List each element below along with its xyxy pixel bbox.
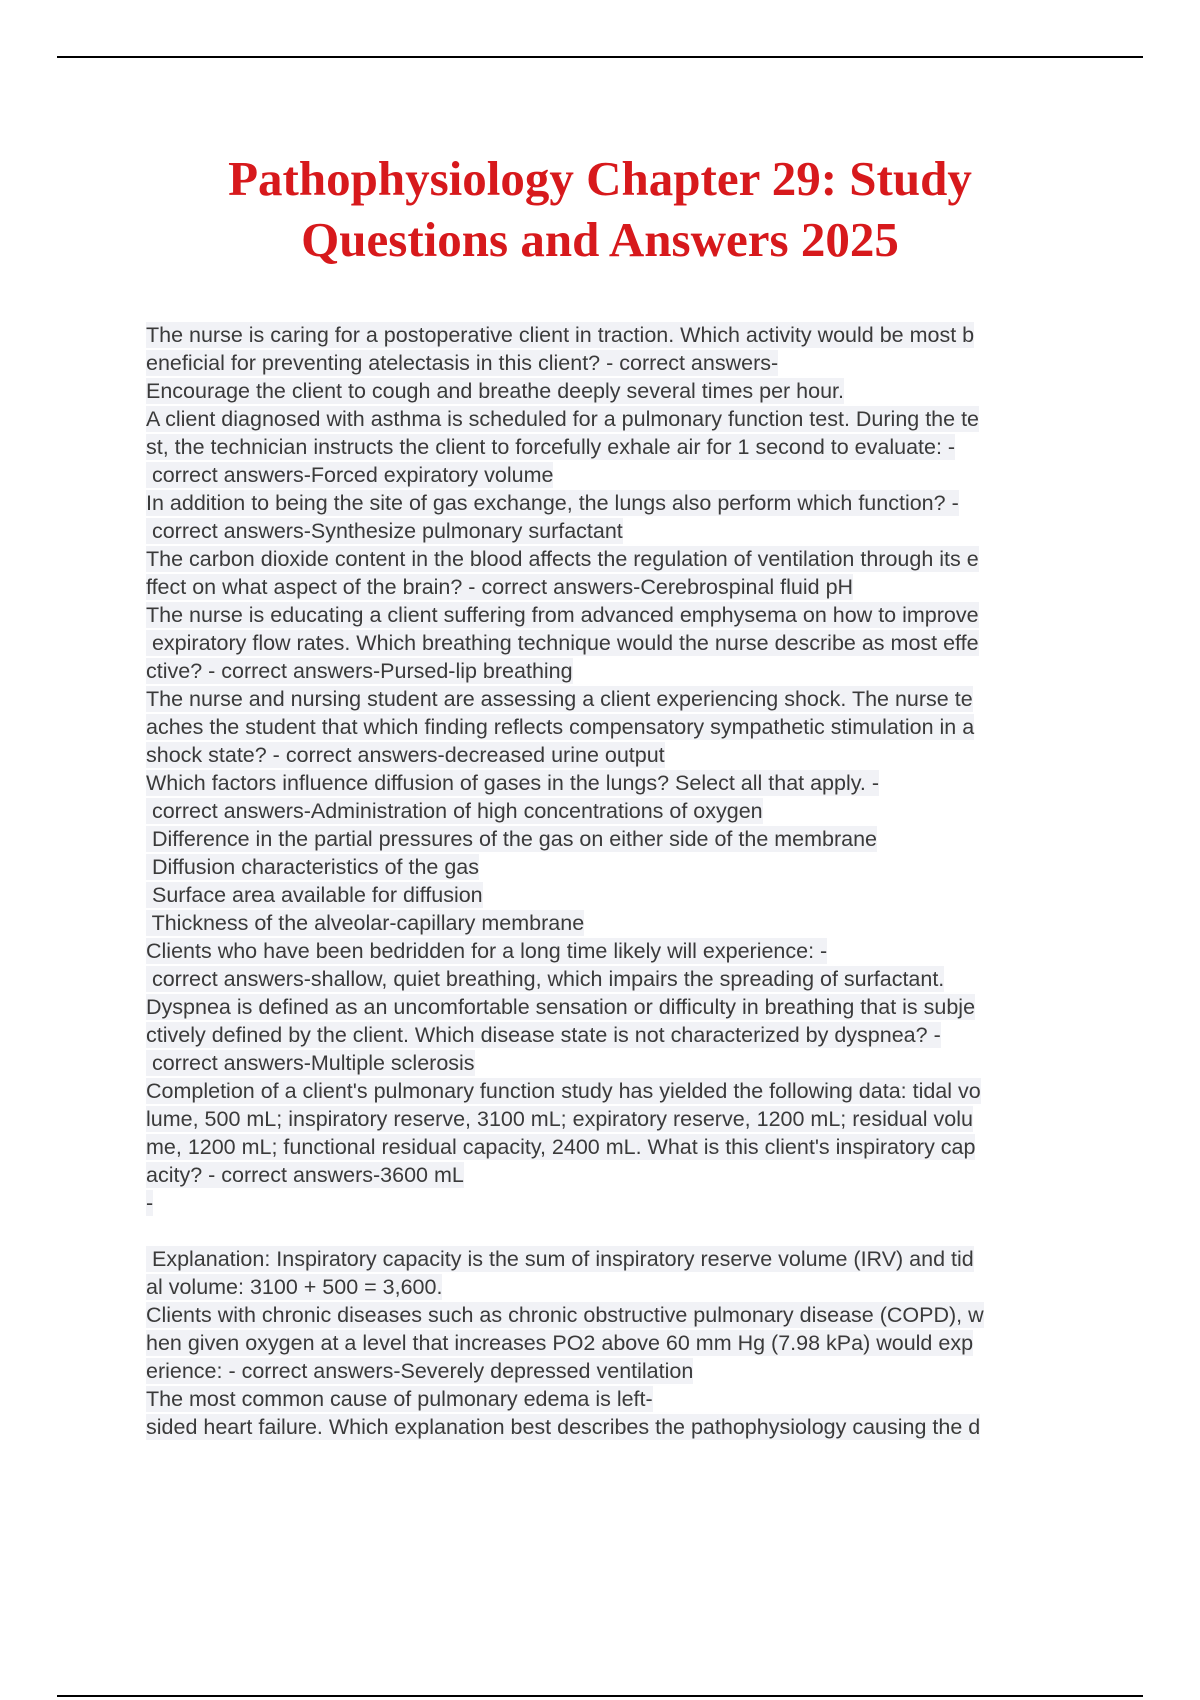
text-line-content: st, the technician instructs the client to forcefully exhale air for 1 second to evaluate: - xyxy=(146,435,956,459)
text-line xyxy=(146,1189,1086,1217)
text-line xyxy=(146,741,1086,769)
text-line-content: Explanation: Inspiratory capacity is the sum of inspiratory reserve volume (IRV) and tid xyxy=(146,1247,974,1271)
text-line xyxy=(146,349,1086,377)
text-line-content: Thickness of the alveolar-capillary membrane xyxy=(146,911,585,935)
text-line-content: Dyspnea is defined as an uncomfortable sensation or difficulty in breathing that is subje xyxy=(146,995,976,1019)
text-line-content: eneficial for preventing atelectasis in this client? - correct answers- xyxy=(146,351,779,375)
text-line xyxy=(146,1245,1086,1273)
text-line xyxy=(146,405,1086,433)
text-line-content: expiratory flow rates. Which breathing technique would the nurse describe as most effe xyxy=(146,631,979,655)
text-line-content: correct answers-Forced expiratory volume xyxy=(146,463,554,487)
text-line-content: In addition to being the site of gas exchange, the lungs also perform which function? - xyxy=(146,491,959,515)
text-line xyxy=(146,433,1086,461)
text-line-content: ffect on what aspect of the brain? - correct answers-Cerebrospinal fluid pH xyxy=(146,575,854,599)
text-line-content: correct answers-Synthesize pulmonary surfactant xyxy=(146,519,623,543)
text-line-content: The most common cause of pulmonary edema is left- xyxy=(146,1387,653,1411)
text-line-content: The carbon dioxide content in the blood affects the regulation of ventilation through its e xyxy=(146,547,979,571)
text-line xyxy=(146,1329,1086,1357)
text-line-content: The nurse is caring for a postoperative client in traction. Which activity would be most b xyxy=(146,323,975,347)
text-line-content: hen given oxygen at a level that increases PO2 above 60 mm Hg (7.98 kPa) would exp xyxy=(146,1331,974,1355)
text-line xyxy=(146,797,1086,825)
text-line-content: The nurse and nursing student are assessing a client experiencing shock. The nurse te xyxy=(146,687,973,711)
text-line xyxy=(146,573,1086,601)
text-line xyxy=(146,489,1086,517)
text-line-content: correct answers-Administration of high concentrations of oxygen xyxy=(146,799,763,823)
document-body xyxy=(146,321,1086,1441)
text-line xyxy=(146,1217,1086,1245)
text-line xyxy=(146,1273,1086,1301)
text-line-content: Diffusion characteristics of the gas xyxy=(146,855,480,879)
text-line xyxy=(146,1413,1086,1441)
text-line-content: correct answers-Multiple sclerosis xyxy=(146,1051,475,1075)
text-line-content: shock state? - correct answers-decreased urine output xyxy=(146,743,665,767)
text-line-content: Difference in the partial pressures of the gas on either side of the membrane xyxy=(146,827,878,851)
text-line xyxy=(146,1357,1086,1385)
bottom-rule xyxy=(57,1695,1143,1697)
document-title xyxy=(150,148,1050,270)
text-line-content: erience: - correct answers-Severely depressed ventilation xyxy=(146,1359,694,1383)
text-line-content: aches the student that which finding reflects compensatory sympathetic stimulation in a xyxy=(146,715,975,739)
text-line-content: ctive? - correct answers-Pursed-lip breathing xyxy=(146,659,573,683)
text-line-content: The nurse is educating a client suffering from advanced emphysema on how to improve xyxy=(146,603,979,627)
text-line xyxy=(146,993,1086,1021)
text-line xyxy=(146,1133,1086,1161)
text-line-content: A client diagnosed with asthma is scheduled for a pulmonary function test. During the te xyxy=(146,407,979,431)
text-line xyxy=(146,657,1086,685)
text-line-content: Encourage the client to cough and breathe deeply several times per hour. xyxy=(146,379,845,403)
text-line xyxy=(146,965,1086,993)
text-line-content: lume, 500 mL; inspiratory reserve, 3100 mL; expiratory reserve, 1200 mL; residual volu xyxy=(146,1107,973,1131)
text-line xyxy=(146,937,1086,965)
title-line-1: Pathophysiology Chapter 29: Study xyxy=(228,151,972,206)
title-line-2: Questions and Answers 2025 xyxy=(301,212,899,267)
text-line xyxy=(146,1077,1086,1105)
text-line xyxy=(146,881,1086,909)
text-line xyxy=(146,1301,1086,1329)
text-line xyxy=(146,1385,1086,1413)
text-line-content: Surface area available for diffusion xyxy=(146,883,483,907)
text-line xyxy=(146,713,1086,741)
text-line-content: sided heart failure. Which explanation best describes the pathophysiology causing the d xyxy=(146,1415,981,1439)
text-line xyxy=(146,685,1086,713)
text-line xyxy=(146,629,1086,657)
text-line xyxy=(146,853,1086,881)
text-line-content: acity? - correct answers-3600 mL xyxy=(146,1163,464,1187)
text-line-content: al volume: 3100 + 500 = 3,600. xyxy=(146,1275,443,1299)
text-line-content: ctively defined by the client. Which disease state is not characterized by dyspnea? - xyxy=(146,1023,941,1047)
text-line xyxy=(146,909,1086,937)
text-line xyxy=(146,461,1086,489)
text-line xyxy=(146,1021,1086,1049)
text-line xyxy=(146,1105,1086,1133)
text-line xyxy=(146,601,1086,629)
text-line xyxy=(146,769,1086,797)
text-line-content: - xyxy=(146,1191,154,1215)
text-line xyxy=(146,377,1086,405)
text-line-content: Clients with chronic diseases such as chronic obstructive pulmonary disease (COPD), w xyxy=(146,1303,984,1327)
text-line xyxy=(146,321,1086,349)
text-line xyxy=(146,1161,1086,1189)
text-line xyxy=(146,1049,1086,1077)
text-line-content: Clients who have been bedridden for a long time likely will experience: - xyxy=(146,939,828,963)
top-rule xyxy=(57,56,1143,58)
text-line-content: me, 1200 mL; functional residual capacity, 2400 mL. What is this client's inspiratory cap xyxy=(146,1135,976,1159)
text-line-content: Which factors influence diffusion of gases in the lungs? Select all that apply. - xyxy=(146,771,880,795)
text-line xyxy=(146,517,1086,545)
text-line-content: correct answers-shallow, quiet breathing, which impairs the spreading of surfactant. xyxy=(146,967,945,991)
text-line xyxy=(146,545,1086,573)
text-line xyxy=(146,825,1086,853)
text-line-content: Completion of a client's pulmonary function study has yielded the following data: tidal vo xyxy=(146,1079,981,1103)
